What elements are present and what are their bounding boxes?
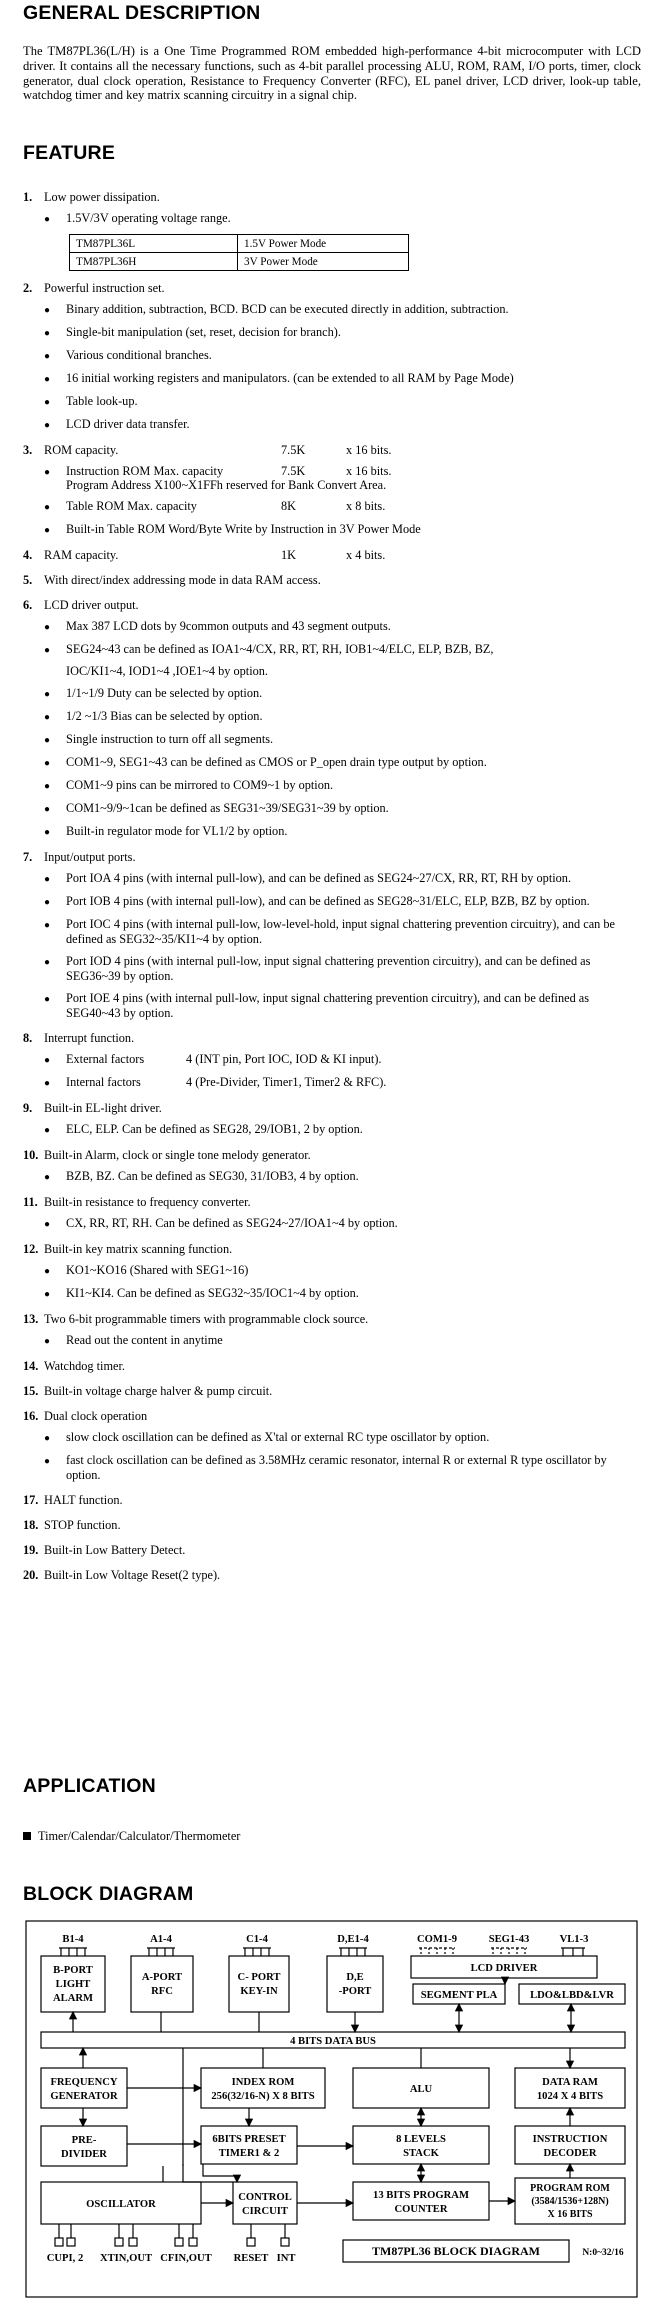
general-description-heading: GENERAL DESCRIPTION (23, 2, 261, 24)
feature-number: 7. (23, 850, 33, 864)
de-port-line2: -PORT (338, 1986, 372, 1997)
feature-text: Built-in Low Battery Detect. (44, 1543, 186, 1557)
sub-item: slow clock oscillation can be defined as X'tal or external RC type oscillator by option. (66, 1430, 490, 1444)
a-port-box (131, 1956, 193, 2012)
sub-item: 1.5V/3V operating voltage range. (66, 211, 231, 225)
b-port-line1: B-PORT (53, 1965, 93, 1976)
feature-number: 20. (23, 1568, 39, 1582)
pin-label-cfin: CFIN,OUT (160, 2253, 212, 2264)
timer-line1: 6BITS PRESET (212, 2134, 286, 2145)
bullet-icon: ● (44, 1336, 51, 1347)
application-text: Timer/Calendar/Calculator/Thermometer (38, 1829, 241, 1843)
feature-number: 10. (23, 1148, 39, 1162)
c-port-line2: KEY-IN (240, 1986, 278, 1997)
frequency-generator-line1: FREQUENCY (50, 2077, 118, 2088)
feature-item-16 (23, 1409, 641, 1483)
sub-item-continued: IOC/KI1~4, IOD1~4 ,IOE1~4 by option. (66, 664, 269, 678)
bullet-icon: ● (44, 328, 51, 339)
program-rom-line2: (3584/1536+128N) (531, 2196, 609, 2207)
pin-label-int: INT (276, 2253, 296, 2264)
sub-item: COM1~9 pins can be mirrored to COM9~1 by option. (66, 778, 334, 792)
feature-number: 8. (23, 1031, 33, 1045)
bullet-icon: ● (44, 525, 51, 536)
segment-pla-label: SEGMENT PLA (420, 1990, 498, 2001)
sub-item: Port IOE 4 pins (with internal pull-low, input signal chattering prevention circuitry), and can be defined as SEG40~43 by option. (66, 991, 590, 1020)
frequency-generator-box (41, 2068, 127, 2108)
bullet-icon: ● (44, 645, 51, 656)
feature-text: Built-in EL-light driver. (44, 1101, 162, 1115)
bullet-icon: ● (44, 781, 51, 792)
table-row (70, 253, 409, 271)
feature-text: Dual clock operation (44, 1409, 148, 1423)
frequency-generator-line2: GENERATOR (50, 2091, 118, 2102)
feature-unit: x 16 bits. (346, 443, 392, 457)
control-circuit-box (233, 2182, 297, 2224)
control-circuit-line2: CIRCUIT (242, 2206, 288, 2217)
feature-item-7 (23, 850, 641, 1021)
bullet-icon: ● (44, 897, 51, 908)
bullet-icon: ● (44, 689, 51, 700)
bullet-icon: ● (44, 957, 51, 968)
feature-number: 14. (23, 1359, 39, 1373)
pre-divider-box (41, 2126, 127, 2166)
feature-unit: x 4 bits. (346, 548, 386, 562)
control-circuit-line1: CONTROL (238, 2192, 292, 2203)
power-mode-table (69, 234, 409, 271)
feature-number: 11. (23, 1195, 38, 1209)
square-bullet-icon (23, 1832, 31, 1840)
sub-item: SEG24~43 can be defined as IOA1~4/CX, RR, RT, RH, IOB1~4/ELC, ELP, BZB, BZ, (66, 642, 494, 656)
pin-label-seg: SEG1-43 (488, 1934, 530, 1945)
lcd-driver-label: LCD DRIVER (470, 1963, 538, 1974)
stack-line2: STACK (403, 2148, 439, 2159)
table-cell: 3V Power Mode (238, 253, 409, 271)
ldo-label: LDO&LBD&LVR (530, 1990, 614, 2001)
feature-text: Watchdog timer. (44, 1359, 125, 1373)
bullet-icon: ● (44, 351, 51, 362)
bottom-pins (55, 2224, 289, 2246)
feature-item-11 (23, 1195, 641, 1232)
feature-number: 1. (23, 190, 33, 204)
bullet-icon: ● (44, 994, 51, 1005)
feature-number: 18. (23, 1518, 39, 1532)
bullet-icon: ● (44, 874, 51, 885)
bullet-icon: ● (44, 305, 51, 316)
sub-item: 1/2 ~1/3 Bias can be selected by option. (66, 709, 263, 723)
feature-number: 16. (23, 1409, 39, 1423)
sub-item: Single instruction to turn off all segments. (66, 732, 274, 746)
feature-item-15 (23, 1384, 641, 1399)
feature-list (23, 190, 641, 1593)
bullet-icon: ● (44, 827, 51, 838)
sub-item: Port IOC 4 pins (with internal pull-low, low-level-hold, input signal chattering prevention circuitry), and can be defined as SEG32~35/KI1~4 by option. (66, 917, 616, 946)
pin-ticks (59, 1948, 585, 1956)
feature-text: With direct/index addressing mode in data RAM access. (44, 573, 321, 587)
c-port-box (229, 1956, 289, 2012)
feature-value: 1K (281, 548, 297, 562)
feature-item-13 (23, 1312, 641, 1349)
bullet-icon: ● (44, 1078, 51, 1089)
sub-item: Max 387 LCD dots by 9common outputs and 43 segment outputs. (66, 619, 391, 633)
sub-value: 4 (Pre-Divider, Timer1, Timer2 & RFC). (186, 1075, 387, 1089)
sub-item: fast clock oscillation can be defined as 3.58MHz ceramic resonator, internal R or external R type oscillator by option. (66, 1453, 607, 1482)
sub-item: Table look-up. (66, 394, 138, 408)
feature-text: Built-in key matrix scanning function. (44, 1242, 233, 1256)
a-port-line2: RFC (151, 1986, 173, 1997)
data-ram-line2: 1024 X 4 BITS (536, 2091, 604, 2102)
pre-divider-line2: DIVIDER (61, 2149, 107, 2160)
sub-unit: x 8 bits. (346, 499, 386, 513)
a-port-line1: A-PORT (141, 1972, 183, 1983)
bullet-icon: ● (44, 622, 51, 633)
instruction-decoder-line2: DECODER (543, 2148, 597, 2159)
sub-value: 4 (INT pin, Port IOC, IOD & KI input). (186, 1052, 382, 1066)
sub-item: Port IOA 4 pins (with internal pull-low), and can be defined as SEG24~27/CX, RR, RT, RH by option. (66, 871, 572, 885)
feature-number: 15. (23, 1384, 39, 1398)
bullet-icon: ● (44, 1266, 51, 1277)
index-rom-line1: INDEX ROM (231, 2077, 295, 2088)
feature-number: 9. (23, 1101, 33, 1115)
feature-number: 4. (23, 548, 33, 562)
bullet-icon: ● (44, 712, 51, 723)
sub-item: Read out the content in anytime (66, 1333, 223, 1347)
feature-item-1 (23, 190, 641, 271)
sub-item: Single-bit manipulation (set, reset, decision for branch). (66, 325, 341, 339)
pin-label-c: C1-4 (246, 1934, 268, 1945)
application-heading: APPLICATION (23, 1775, 156, 1797)
pin-label-xtin: XTIN,OUT (99, 2253, 153, 2264)
sub-label: Internal factors (66, 1075, 141, 1089)
data-ram-box (515, 2068, 625, 2108)
feature-text: Low power dissipation. (44, 190, 160, 204)
feature-text: LCD driver output. (44, 598, 139, 612)
pre-divider-line1: PRE- (71, 2135, 97, 2146)
sub-item: Various conditional branches. (66, 348, 212, 362)
sub-unit: x 16 bits. (346, 464, 392, 478)
feature-text: Powerful instruction set. (44, 281, 165, 295)
de-port-line1: D,E (346, 1972, 364, 1983)
instruction-decoder-line1: INSTRUCTION (532, 2134, 608, 2145)
timer-line2: TIMER1 & 2 (218, 2148, 280, 2159)
feature-item-17 (23, 1493, 641, 1508)
bullet-icon: ● (44, 214, 51, 225)
c-port-line1: C- PORT (237, 1972, 281, 1983)
de-port-box (327, 1956, 383, 2012)
feature-item-14 (23, 1359, 641, 1374)
feature-number: 3. (23, 443, 33, 457)
block-diagram (23, 1918, 641, 2300)
program-counter-line2: COUNTER (394, 2204, 448, 2215)
feature-number: 19. (23, 1543, 39, 1557)
feature-value: 7.5K (281, 443, 306, 457)
feature-heading: FEATURE (23, 142, 116, 164)
sub-item: BZB, BZ. Can be defined as SEG30, 31/IOB3, 4 by option. (66, 1169, 359, 1183)
feature-text: Built-in Low Voltage Reset(2 type). (44, 1568, 221, 1582)
feature-item-9 (23, 1101, 641, 1138)
oscillator-label: OSCILLATOR (86, 2199, 156, 2210)
feature-text: Built-in resistance to frequency converter. (44, 1195, 251, 1209)
bullet-icon: ● (44, 735, 51, 746)
sub-item: Built-in Table ROM Word/Byte Write by Instruction in 3V Power Mode (66, 522, 421, 536)
bullet-icon: ● (44, 1055, 51, 1066)
sub-item: Built-in regulator mode for VL1/2 by option. (66, 824, 288, 838)
pin-label-b: B1-4 (62, 1934, 84, 1945)
table-cell: TM87PL36H (70, 253, 238, 271)
index-rom-box (201, 2068, 325, 2108)
block-diagram-heading: BLOCK DIAGRAM (23, 1883, 194, 1905)
b-port-line2: LIGHT (55, 1979, 91, 1990)
sub-item: COM1~9/9~1can be defined as SEG31~39/SEG31~39 by option. (66, 801, 389, 815)
bullet-icon: ● (44, 1172, 51, 1183)
pin-label-de: D,E1-4 (337, 1934, 369, 1945)
sub-item: LCD driver data transfer. (66, 417, 190, 431)
feature-text: Built-in Alarm, clock or single tone melody generator. (44, 1148, 311, 1162)
sub-item: COM1~9, SEG1~43 can be defined as CMOS or P_open drain type output by option. (66, 755, 487, 769)
feature-item-10 (23, 1148, 641, 1185)
feature-item-6 (23, 598, 641, 840)
feature-item-4 (23, 548, 641, 563)
alu-label: ALU (409, 2084, 433, 2095)
table-row (70, 235, 409, 253)
pin-label-a: A1-4 (150, 1934, 172, 1945)
feature-text: ROM capacity. (44, 443, 119, 457)
feature-text: Two 6-bit programmable timers with programmable clock source. (44, 1312, 369, 1326)
feature-item-2 (23, 281, 641, 433)
bullet-icon: ● (44, 1125, 51, 1136)
table-cell: 1.5V Power Mode (238, 235, 409, 253)
bullet-icon: ● (44, 397, 51, 408)
bullet-icon: ● (44, 1289, 51, 1300)
feature-text: HALT function. (44, 1493, 123, 1507)
sub-item: Port IOB 4 pins (with internal pull-low), and can be defined as SEG28~31/ELC, ELP, BZB, BZ by option. (66, 894, 590, 908)
diagram-note: N:0~32/16 (582, 2248, 624, 2258)
sub-item: 1/1~1/9 Duty can be selected by option. (66, 686, 263, 700)
data-ram-line1: DATA RAM (542, 2077, 598, 2088)
stack-line1: 8 LEVELS (396, 2134, 446, 2145)
feature-number: 17. (23, 1493, 39, 1507)
bullet-icon: ● (44, 467, 51, 478)
feature-item-8 (23, 1031, 641, 1091)
sub-item: Port IOD 4 pins (with internal pull-low, input signal chattering prevention circuitry), and can be defined as SEG36~39 by option. (66, 954, 591, 983)
feature-item-19 (23, 1543, 641, 1558)
bullet-icon: ● (44, 374, 51, 385)
bullet-icon: ● (44, 502, 51, 513)
feature-item-3 (23, 443, 641, 538)
sub-item: 16 initial working registers and manipulators. (can be extended to all RAM by Page Mode) (66, 371, 514, 385)
b-port-line3: ALARM (52, 1993, 94, 2004)
pin-label-vl: VL1-3 (559, 1934, 589, 1945)
bullet-icon: ● (44, 804, 51, 815)
pin-label-cup: CUPI, 2 (46, 2253, 84, 2264)
feature-number: 13. (23, 1312, 39, 1326)
bullet-icon: ● (44, 1456, 51, 1467)
program-rom-line1: PROGRAM ROM (530, 2183, 610, 2194)
feature-number: 5. (23, 573, 33, 587)
diagram-caption: TM87PL36 BLOCK DIAGRAM (372, 2244, 540, 2258)
sub-value: 8K (281, 499, 297, 513)
sub-label: Instruction ROM Max. capacity (66, 464, 224, 478)
sub-item: KI1~KI4. Can be defined as SEG32~35/IOC1~4 by option. (66, 1286, 359, 1300)
sub-item: CX, RR, RT, RH. Can be defined as SEG24~27/IOA1~4 by option. (66, 1216, 398, 1230)
feature-item-5 (23, 573, 641, 588)
feature-text: Input/output ports. (44, 850, 136, 864)
bullet-icon: ● (44, 1219, 51, 1230)
sub-note: Program Address X100~X1FFh reserved for Bank Convert Area. (66, 478, 387, 492)
application-item (23, 1829, 240, 1844)
feature-text: RAM capacity. (44, 548, 119, 562)
feature-number: 12. (23, 1242, 39, 1256)
feature-item-12 (23, 1242, 641, 1302)
data-bus-label: 4 BITS DATA BUS (290, 2036, 376, 2047)
bullet-icon: ● (44, 420, 51, 431)
feature-number: 6. (23, 598, 33, 612)
bullet-icon: ● (44, 758, 51, 769)
bullet-icon: ● (44, 920, 51, 931)
feature-text: STOP function. (44, 1518, 121, 1532)
general-description-text: The TM87PL36(L/H) is a One Time Programmed ROM embedded high-performance 4-bit microcomputer with LCD driver. It contains all the necessary functions, such as 4-bit parallel processing ALU, ROM, RAM, I/O ports, timer, clock generator, dual clock operation, Resistance to Frequency Converter (RFC), EL panel driver, LCD driver, look-up table, watchdog timer and key matrix scanning circuitry in a signal chip. (23, 44, 641, 103)
feature-item-20 (23, 1568, 641, 1583)
feature-text: Built-in voltage charge halver & pump circuit. (44, 1384, 273, 1398)
sub-item: KO1~KO16 (Shared with SEG1~16) (66, 1263, 249, 1277)
sub-label: External factors (66, 1052, 145, 1066)
bullet-icon: ● (44, 1433, 51, 1444)
feature-number: 2. (23, 281, 33, 295)
pin-label-reset: RESET (233, 2253, 269, 2264)
sub-item: Binary addition, subtraction, BCD. BCD can be executed directly in addition, subtraction. (66, 302, 509, 316)
feature-text: Interrupt function. (44, 1031, 135, 1045)
index-rom-line2: 256(32/16-N) X 8 BITS (211, 2091, 315, 2102)
pin-label-com: COM1-9 (416, 1934, 458, 1945)
sub-label: Table ROM Max. capacity (66, 499, 197, 513)
sub-item: ELC, ELP. Can be defined as SEG28, 29/IOB1, 2 by option. (66, 1122, 363, 1136)
program-counter-line1: 13 BITS PROGRAM (373, 2190, 469, 2201)
program-rom-line3: X 16 BITS (547, 2209, 593, 2220)
feature-item-18 (23, 1518, 641, 1533)
table-cell: TM87PL36L (70, 235, 238, 253)
sub-value: 7.5K (281, 464, 306, 478)
